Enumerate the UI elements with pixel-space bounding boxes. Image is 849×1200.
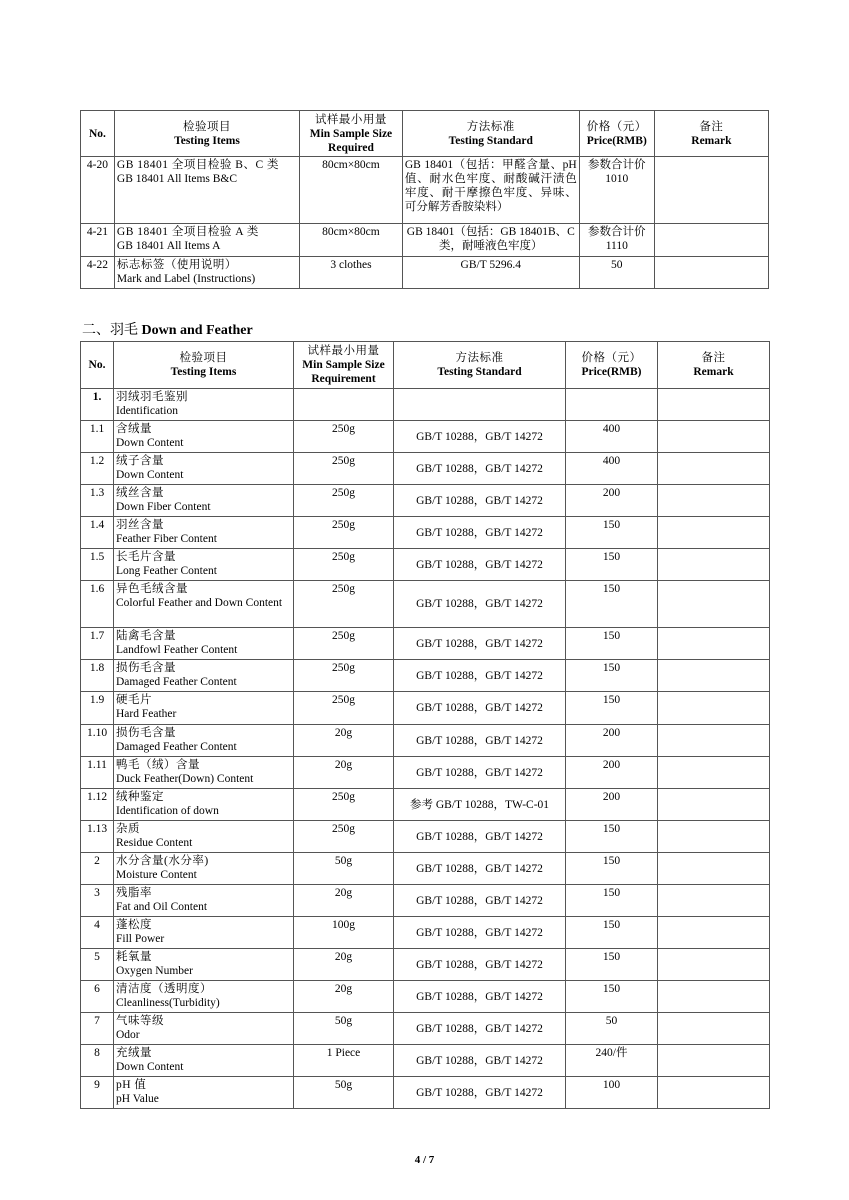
row-standard: GB/T 10288，GB/T 14272 <box>394 949 566 981</box>
row-standard: GB 18401（包括：甲醛含量、pH 值、耐水色牢度、耐酸碱汗渍色牢度、耐干摩擦色牢度、异味、可分解芳香胺染料） <box>402 157 579 224</box>
table-row <box>81 1045 770 1077</box>
row-remark <box>658 757 770 789</box>
row-size: 20g <box>294 885 394 917</box>
row-standard: GB/T 10288，GB/T 14272 <box>394 885 566 917</box>
row-remark <box>658 1077 770 1109</box>
row-size: 1 Piece <box>294 1045 394 1077</box>
row-item: 羽绒羽毛鉴别 Identification <box>114 389 294 421</box>
row-price: 150 <box>566 692 658 725</box>
row-standard: GB/T 10288，GB/T 14272 <box>394 853 566 885</box>
row-standard: GB/T 10288，GB/T 14272 <box>394 421 566 453</box>
row-item: 异色毛绒含量 Colorful Feather and Down Content <box>114 581 294 628</box>
row-remark <box>654 257 768 289</box>
header-remark: 备注 Remark <box>654 111 768 157</box>
row-price: 200 <box>566 725 658 757</box>
row-price: 240/件 <box>566 1045 658 1077</box>
row-remark <box>658 485 770 517</box>
row-remark <box>658 581 770 628</box>
row-standard: 参考 GB/T 10288，TW-C-01 <box>394 789 566 821</box>
table-row <box>81 789 770 821</box>
table-row <box>81 1013 770 1045</box>
row-size: 250g <box>294 660 394 692</box>
row-standard: GB/T 10288，GB/T 14272 <box>394 725 566 757</box>
textile-price-table <box>80 110 769 289</box>
row-size: 50g <box>294 1013 394 1045</box>
row-item: GB 18401 全项目检验 B、C 类 GB 18401 All Items B&C <box>114 157 299 224</box>
row-no: 1.6 <box>81 581 114 628</box>
row-item: 气味等级 Odor <box>114 1013 294 1045</box>
row-item: 长毛片含量 Long Feather Content <box>114 549 294 581</box>
row-no: 1.7 <box>81 628 114 660</box>
row-item: 鸭毛（绒）含量 Duck Feather(Down) Content <box>114 757 294 789</box>
table-row <box>81 581 770 628</box>
row-size: 20g <box>294 981 394 1013</box>
table-row <box>81 157 769 224</box>
row-size: 80cm×80cm <box>300 157 403 224</box>
row-price: 50 <box>566 1013 658 1045</box>
row-item: 耗氧量 Oxygen Number <box>114 949 294 981</box>
table-row <box>81 949 770 981</box>
row-price: 150 <box>566 517 658 549</box>
row-item: 羽丝含量 Feather Fiber Content <box>114 517 294 549</box>
row-no: 1.5 <box>81 549 114 581</box>
row-standard: GB/T 10288，GB/T 14272 <box>394 692 566 725</box>
row-price: 50 <box>579 257 654 289</box>
table-header-row <box>81 342 770 389</box>
row-remark <box>658 453 770 485</box>
section-title: 二、羽毛 Down and Feather <box>82 323 253 338</box>
header-testing-items: 检验项目 Testing Items <box>114 111 299 157</box>
row-remark <box>658 660 770 692</box>
row-no: 7 <box>81 1013 114 1045</box>
row-item: 蓬松度 Fill Power <box>114 917 294 949</box>
row-standard: GB/T 10288，GB/T 14272 <box>394 917 566 949</box>
row-standard: GB/T 10288，GB/T 14272 <box>394 821 566 853</box>
row-no: 1.1 <box>81 421 114 453</box>
row-standard: GB 18401（包括：GB 18401B、C 类，耐唾液色牢度） <box>402 224 579 257</box>
table-row <box>81 821 770 853</box>
row-remark <box>658 789 770 821</box>
row-size: 80cm×80cm <box>300 224 403 257</box>
table-row <box>81 981 770 1013</box>
row-size: 250g <box>294 453 394 485</box>
row-price: 150 <box>566 581 658 628</box>
row-price: 400 <box>566 453 658 485</box>
header-testing-standard: 方法标准 Testing Standard <box>394 342 566 389</box>
row-remark <box>658 628 770 660</box>
row-standard: GB/T 10288，GB/T 14272 <box>394 628 566 660</box>
row-no: 1.3 <box>81 485 114 517</box>
row-price: 参数合计价 1110 <box>579 224 654 257</box>
table-row <box>81 257 769 289</box>
row-price: 150 <box>566 660 658 692</box>
row-size: 250g <box>294 517 394 549</box>
row-remark <box>658 389 770 421</box>
row-remark <box>658 981 770 1013</box>
row-size: 20g <box>294 757 394 789</box>
row-no: 1.2 <box>81 453 114 485</box>
row-remark <box>654 157 768 224</box>
row-item: 残脂率 Fat and Oil Content <box>114 885 294 917</box>
table-row <box>81 885 770 917</box>
row-standard <box>394 389 566 421</box>
row-item: 损伤毛含量 Damaged Feather Content <box>114 725 294 757</box>
row-no: 2 <box>81 853 114 885</box>
row-size: 3 clothes <box>300 257 403 289</box>
header-remark: 备注 Remark <box>658 342 770 389</box>
row-no: 9 <box>81 1077 114 1109</box>
row-remark <box>658 517 770 549</box>
row-remark <box>658 549 770 581</box>
row-item: 绒丝含量 Down Fiber Content <box>114 485 294 517</box>
row-item: pH 值 pH Value <box>114 1077 294 1109</box>
row-size: 250g <box>294 485 394 517</box>
row-item: 硬毛片 Hard Feather <box>114 692 294 725</box>
row-no: 8 <box>81 1045 114 1077</box>
row-size: 250g <box>294 789 394 821</box>
row-size: 20g <box>294 725 394 757</box>
table-row <box>81 389 770 421</box>
header-min-sample-size: 试样最小用量 Min Sample Size Required <box>300 111 403 157</box>
table-row <box>81 517 770 549</box>
row-item: GB 18401 全项目检验 A 类 GB 18401 All Items A <box>114 224 299 257</box>
row-no: 4-22 <box>81 257 115 289</box>
row-no: 1.13 <box>81 821 114 853</box>
table-row <box>81 660 770 692</box>
row-size: 250g <box>294 421 394 453</box>
row-no: 1.11 <box>81 757 114 789</box>
row-item: 清洁度（透明度） Cleanliness(Turbidity) <box>114 981 294 1013</box>
row-item: 绒子含量 Down Content <box>114 453 294 485</box>
page-number: 4 / 7 <box>414 1154 435 1166</box>
row-price: 100 <box>566 1077 658 1109</box>
row-remark <box>658 917 770 949</box>
row-no: 1.10 <box>81 725 114 757</box>
row-remark <box>658 1045 770 1077</box>
row-remark <box>658 885 770 917</box>
row-item: 损伤毛含量 Damaged Feather Content <box>114 660 294 692</box>
header-price: 价格（元） Price(RMB) <box>566 342 658 389</box>
row-item: 充绒量 Down Content <box>114 1045 294 1077</box>
row-size: 250g <box>294 692 394 725</box>
row-price: 150 <box>566 853 658 885</box>
row-size: 20g <box>294 949 394 981</box>
header-testing-standard: 方法标准 Testing Standard <box>402 111 579 157</box>
row-remark <box>658 949 770 981</box>
row-price: 150 <box>566 917 658 949</box>
row-price: 150 <box>566 981 658 1013</box>
header-no: No. <box>81 342 114 389</box>
table-row <box>81 549 770 581</box>
row-price: 200 <box>566 757 658 789</box>
row-standard: GB/T 10288，GB/T 14272 <box>394 549 566 581</box>
row-item: 杂质 Residue Content <box>114 821 294 853</box>
row-no: 1.4 <box>81 517 114 549</box>
row-standard: GB/T 10288，GB/T 14272 <box>394 1045 566 1077</box>
row-price: 150 <box>566 549 658 581</box>
header-min-sample-size: 试样最小用量 Min Sample Size Requirement <box>294 342 394 389</box>
table-row <box>81 757 770 789</box>
row-size: 250g <box>294 549 394 581</box>
row-remark <box>654 224 768 257</box>
row-remark <box>658 1013 770 1045</box>
row-standard: GB/T 10288，GB/T 14272 <box>394 485 566 517</box>
row-standard: GB/T 10288，GB/T 14272 <box>394 981 566 1013</box>
row-remark <box>658 853 770 885</box>
row-price <box>566 389 658 421</box>
row-size: 250g <box>294 581 394 628</box>
table-row <box>81 692 770 725</box>
row-price: 400 <box>566 421 658 453</box>
row-no: 4-21 <box>81 224 115 257</box>
table-row <box>81 853 770 885</box>
row-no: 4 <box>81 917 114 949</box>
header-no: No. <box>81 111 115 157</box>
row-item: 水分含量(水分率) Moisture Content <box>114 853 294 885</box>
row-item: 陆禽毛含量 Landfowl Feather Content <box>114 628 294 660</box>
row-no: 6 <box>81 981 114 1013</box>
table-row <box>81 917 770 949</box>
row-standard: GB/T 10288，GB/T 14272 <box>394 517 566 549</box>
row-price: 参数合计价 1010 <box>579 157 654 224</box>
row-size: 100g <box>294 917 394 949</box>
row-standard: GB/T 5296.4 <box>402 257 579 289</box>
row-standard: GB/T 10288，GB/T 14272 <box>394 660 566 692</box>
row-size: 250g <box>294 628 394 660</box>
row-price: 150 <box>566 821 658 853</box>
row-standard: GB/T 10288，GB/T 14272 <box>394 757 566 789</box>
row-size: 50g <box>294 1077 394 1109</box>
row-no: 1.12 <box>81 789 114 821</box>
row-remark <box>658 821 770 853</box>
row-remark <box>658 725 770 757</box>
table-row <box>81 224 769 257</box>
row-size <box>294 389 394 421</box>
table-row <box>81 453 770 485</box>
row-no: 1.8 <box>81 660 114 692</box>
row-standard: GB/T 10288，GB/T 14272 <box>394 581 566 628</box>
row-item: 绒种鉴定 Identification of down <box>114 789 294 821</box>
row-standard: GB/T 10288，GB/T 14272 <box>394 1013 566 1045</box>
down-feather-price-table <box>80 341 770 1109</box>
row-remark <box>658 692 770 725</box>
row-no: 5 <box>81 949 114 981</box>
row-price: 150 <box>566 885 658 917</box>
row-size: 50g <box>294 853 394 885</box>
header-testing-items: 检验项目 Testing Items <box>114 342 294 389</box>
table-row <box>81 421 770 453</box>
row-price: 150 <box>566 949 658 981</box>
row-price: 150 <box>566 628 658 660</box>
row-price: 200 <box>566 789 658 821</box>
table-row <box>81 1077 770 1109</box>
row-no: 3 <box>81 885 114 917</box>
row-item: 含绒量 Down Content <box>114 421 294 453</box>
table-row <box>81 485 770 517</box>
header-price: 价格（元） Price(RMB) <box>579 111 654 157</box>
table-header-row <box>81 111 769 157</box>
row-size: 250g <box>294 821 394 853</box>
row-standard: GB/T 10288，GB/T 14272 <box>394 453 566 485</box>
row-no: 1.9 <box>81 692 114 725</box>
table-row <box>81 725 770 757</box>
row-price: 200 <box>566 485 658 517</box>
table-row <box>81 628 770 660</box>
row-no: 4-20 <box>81 157 115 224</box>
row-no: 1. <box>81 389 114 421</box>
row-remark <box>658 421 770 453</box>
row-item: 标志标签（使用说明） Mark and Label (Instructions) <box>114 257 299 289</box>
row-standard: GB/T 10288，GB/T 14272 <box>394 1077 566 1109</box>
